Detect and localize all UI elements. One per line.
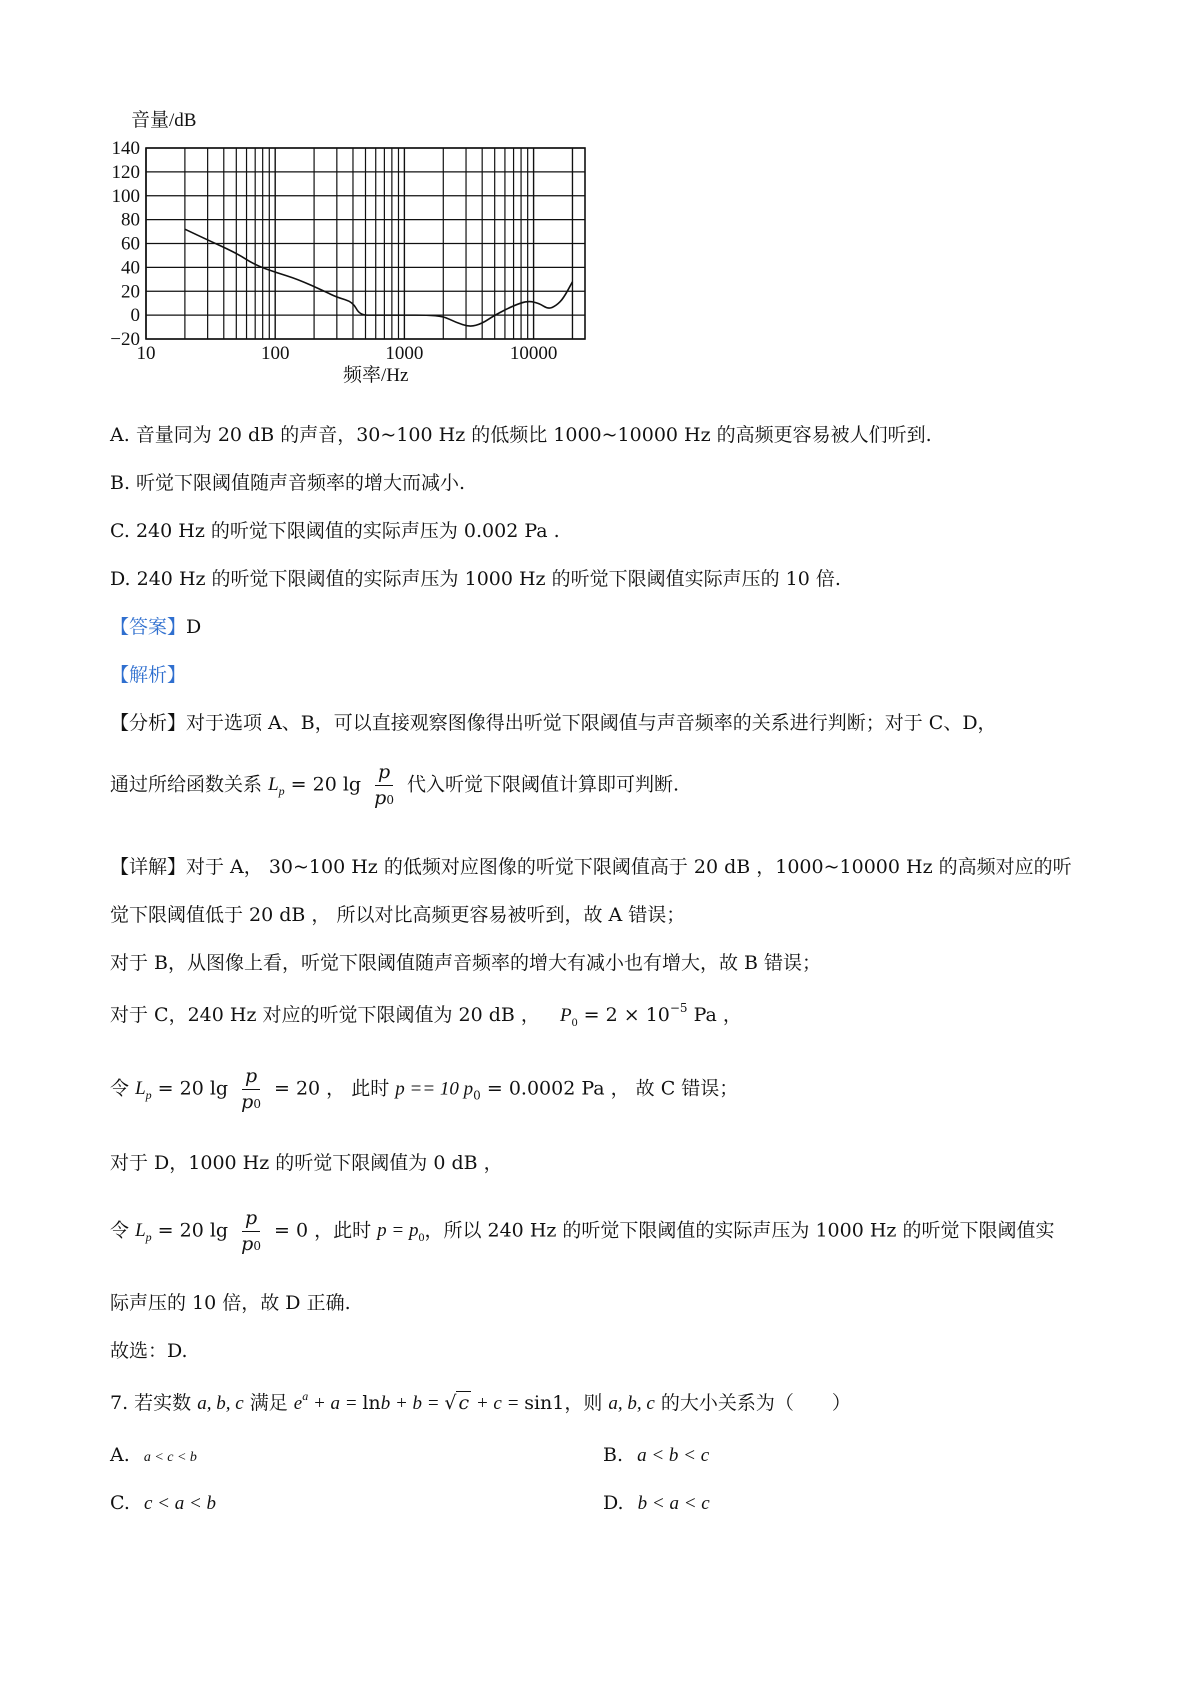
x-tick-label: 10000 bbox=[509, 343, 558, 364]
xiangjie-line1 bbox=[110, 852, 1072, 879]
option-c: C. 240 Hz 的听觉下限阈值的实际声压为 0.002 Pa . bbox=[110, 520, 560, 542]
line5-pre: 令 bbox=[110, 1077, 130, 1100]
line5-val: = 0.0002 Pa ， 故 C 错误； bbox=[486, 1077, 739, 1100]
q7-stem-post: ，则 bbox=[564, 1392, 603, 1414]
line5-p: p == 10 p bbox=[395, 1078, 474, 1100]
xiangjie-line2: 觉下限阈值低于 20 dB ， 所以对比高频更容易被听到，故 A 错误； bbox=[110, 904, 686, 926]
xiangjie-line8: 际声压的 10 倍，故 D 正确. bbox=[110, 1292, 351, 1314]
x-tick-label: 100 bbox=[260, 343, 290, 364]
fenxi-label: 【分析】 bbox=[110, 712, 187, 734]
xiangjie-line3: 对于 B，从图像上看，听觉下限阈值随声音频率的增大有减小也有增大，故 B 错误； bbox=[110, 952, 822, 974]
q7-ln: ln bbox=[362, 1392, 381, 1414]
q7-vars-2: a, b, c bbox=[608, 1393, 655, 1414]
q7-option-d bbox=[603, 1492, 710, 1515]
y-tick-label: 120 bbox=[111, 161, 140, 183]
line7-eq: = 0 ，此时 bbox=[274, 1219, 372, 1242]
y-tick-label: 80 bbox=[121, 209, 140, 231]
y-tick-label: 40 bbox=[121, 257, 140, 279]
xiangjie-line4 bbox=[110, 1000, 742, 1030]
line4-pre: 对于 C，240 Hz 对应的听觉下限阈值为 20 dB ， bbox=[110, 1004, 540, 1026]
answer-value: D bbox=[186, 616, 202, 638]
q7-stem-end: 的大小关系为（ ） bbox=[660, 1392, 851, 1414]
line5-eq: = 20 ， 此时 bbox=[274, 1077, 390, 1100]
q7-option-b-text: a < b < c bbox=[637, 1445, 710, 1466]
xiangjie-line5: 令 $L_p = 20$ lg $\frac{p}{p0}$ = 20 ， 此时 p == 10 $p_0 = 0.0002$ Pa ， 故 C 错误； bbox=[110, 1065, 739, 1113]
fenxi-line1 bbox=[110, 708, 997, 735]
fraction-p-p0-3: $\frac{p}{p0}$ bbox=[241, 1207, 261, 1255]
line4-exp: −5 bbox=[669, 1001, 688, 1015]
line7-pre: 令 bbox=[110, 1219, 130, 1242]
option-a: A. 音量同为 20 dB 的声音，30~100 Hz 的低频比 1000~10000 Hz 的高频更容易被人们听到. bbox=[110, 424, 932, 446]
xiangjie-text1: 对于 A， 30~100 Hz 的低频对应图像的听觉下限阈值高于 20 dB ，1000~10000 Hz 的高频对应的听 bbox=[186, 856, 1072, 878]
option-d: D. 240 Hz 的听觉下限阈值的实际声压为 1000 Hz 的听觉下限阈值实际声压的 10 倍. bbox=[110, 568, 841, 590]
fenxi-line2: 通过所给函数关系 $L_p = 20$ lg $\frac{p}{p0}$ 代入听觉下限阈值计算即可判断. bbox=[110, 761, 680, 809]
xiangjie-line7: 令 $L_p = 20$ lg $\frac{p}{p0}$ = 0 ，此时 $p = p_0$，所以 240 Hz 的听觉下限阈值的实际声压为 1000 Hz 的听觉下限阈值实 bbox=[110, 1207, 1055, 1255]
q7-option-a bbox=[110, 1444, 197, 1466]
x-tick-label: 1000 bbox=[385, 343, 424, 364]
xiangjie-line6: 对于 D，1000 Hz 的听觉下限阈值为 0 dB ， bbox=[110, 1152, 503, 1174]
y-tick-label: 100 bbox=[111, 185, 140, 207]
q7-stem-mid: 满足 bbox=[249, 1392, 288, 1414]
fraction-p-p0-2: $\frac{p}{p0}$ bbox=[241, 1065, 261, 1113]
xiangjie-label: 【详解】 bbox=[110, 856, 187, 878]
conclusion: 故选：D. bbox=[110, 1340, 188, 1362]
formula-lp-3: $L_p$ bbox=[135, 1220, 152, 1245]
line4-unit: Pa ， bbox=[693, 1004, 742, 1026]
q7-option-b-label: B. bbox=[603, 1444, 624, 1466]
analysis-label: 【解析】 bbox=[110, 664, 187, 686]
q7-option-a-label: A. bbox=[110, 1444, 130, 1466]
q7-option-d-text: b < a < c bbox=[637, 1493, 710, 1514]
q7-option-c-label: C. bbox=[110, 1492, 130, 1514]
y-tick-label: −20 bbox=[110, 329, 140, 350]
line4-p0: = 2 × 10 bbox=[583, 1004, 670, 1026]
fenxi-text1: 对于选项 A、B，可以直接观察图像得出听觉下限阈值与声音频率的关系进行判断；对于 C、D， bbox=[186, 712, 997, 734]
threshold-chart bbox=[95, 105, 615, 395]
line7-post: ，所以 240 Hz 的听觉下限阈值的实际声压为 1000 Hz 的听觉下限阈值实 bbox=[424, 1219, 1055, 1242]
x-axis-label: 频率/Hz bbox=[343, 365, 409, 386]
y-tick-label: 140 bbox=[111, 138, 140, 159]
q7-vars: a, b, c bbox=[197, 1393, 244, 1414]
chart-svg bbox=[95, 105, 615, 395]
q7-option-a-text: a < c < b bbox=[143, 1450, 197, 1465]
q7-option-c bbox=[110, 1492, 216, 1515]
y-tick-label: 0 bbox=[130, 305, 140, 327]
q7-stem bbox=[110, 1388, 851, 1415]
q7-eq-b: b + b = bbox=[380, 1393, 445, 1414]
q7-sin: sin1 bbox=[524, 1392, 565, 1414]
q7-option-d-label: D. bbox=[603, 1492, 624, 1514]
y-tick-label: 60 bbox=[121, 233, 140, 255]
formula-lp-2: $L_p$ bbox=[135, 1078, 152, 1103]
formula-lp: $L_p$ bbox=[268, 774, 285, 799]
answer-label: 【答案】 bbox=[110, 616, 187, 638]
fraction-p-p0: $\frac{p}{p0}$ bbox=[374, 761, 394, 809]
option-b: B. 听觉下限阈值随声音频率的增大而减小. bbox=[110, 472, 466, 494]
q7-sqrt: √ c bbox=[444, 1392, 470, 1414]
q7-option-b bbox=[603, 1444, 709, 1467]
q7-eq-c: + c = bbox=[471, 1393, 525, 1414]
fenxi-text2-post: 代入听觉下限阈值计算即可判断. bbox=[407, 773, 680, 796]
p-equals-p0: $p = p_0$ bbox=[377, 1220, 425, 1245]
answer-line bbox=[110, 612, 201, 639]
y-tick-label: 20 bbox=[121, 281, 140, 303]
fenxi-text2-pre: 通过所给函数关系 bbox=[110, 773, 263, 796]
p0-symbol: $P_0$ bbox=[559, 1005, 578, 1029]
x-tick-label: 10 bbox=[136, 343, 156, 364]
y-axis-label: 音量/dB bbox=[131, 110, 197, 131]
q7-stem-pre: 7. 若实数 bbox=[110, 1392, 192, 1414]
q7-option-c-text: c < a < b bbox=[143, 1493, 217, 1514]
q7-equation: $e^a + a$ = bbox=[293, 1389, 363, 1414]
